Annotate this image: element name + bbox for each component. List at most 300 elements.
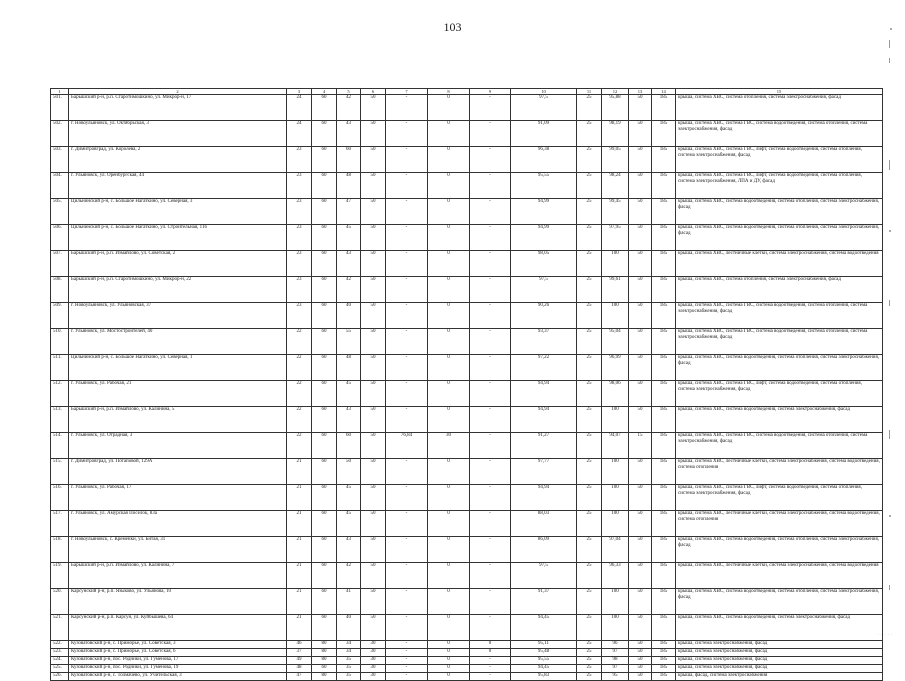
- address-cell: г. Ульяновск, ул. Оренбургская, 44: [69, 173, 287, 199]
- row-number-cell: 506.: [51, 225, 69, 251]
- col-5-cell: 42: [337, 563, 361, 589]
- col-7-cell: -: [386, 657, 428, 665]
- col-4-cell: 60: [312, 459, 337, 485]
- col-14-cell: 185: [652, 641, 676, 649]
- table-row: [51, 649, 883, 657]
- col-8-cell: 0: [428, 511, 470, 537]
- col-11-cell: 25: [577, 381, 602, 407]
- col-8-cell: 0: [428, 355, 470, 381]
- address-cell: Кузоватовский р-н, пос. Родники, ул. Гуменова, 19: [69, 665, 287, 673]
- col-8-cell: 0: [428, 649, 470, 657]
- col-11-cell: 25: [577, 95, 602, 121]
- col-11-cell: 25: [577, 537, 602, 563]
- col-6-cell: 30: [361, 657, 386, 665]
- address-cell: Карсунский р-н, р.п. Языково, ул. Ульянова, 10: [69, 589, 287, 615]
- col-10-cell: 95,83: [511, 673, 577, 681]
- col-12-cell: 98,06: [602, 381, 629, 407]
- col-10-cell: 86,09: [511, 537, 577, 563]
- col-9-cell: -: [470, 459, 511, 485]
- col-12-cell: 99,45: [602, 199, 629, 225]
- col-4-cell: 60: [312, 173, 337, 199]
- table-row: [51, 95, 883, 121]
- row-number-cell: 514.: [51, 433, 69, 459]
- col-7-cell: -: [386, 329, 428, 355]
- col-9-cell: -: [470, 485, 511, 511]
- col-13-cell: 15: [629, 433, 652, 459]
- col-8-cell: 0: [428, 225, 470, 251]
- col-6-cell: 50: [361, 615, 386, 641]
- col-9-cell: 0: [470, 641, 511, 649]
- col-6-cell: 50: [361, 199, 386, 225]
- col-7-cell: -: [386, 511, 428, 537]
- col-12-cell: 97,04: [602, 537, 629, 563]
- row-number-cell: 510.: [51, 329, 69, 355]
- row-number-cell: 518.: [51, 537, 69, 563]
- col-4-cell: 60: [312, 121, 337, 147]
- col-13-cell: 50: [629, 251, 652, 277]
- address-cell: Барышский р-н, р.п. Измайлово, ул. Калинина, 7: [69, 563, 287, 589]
- col-3-cell: 21: [287, 589, 312, 615]
- table-row: [51, 303, 883, 329]
- table-row: [51, 563, 883, 589]
- col-3-cell: 23: [287, 303, 312, 329]
- col-5-cell: 60: [337, 433, 361, 459]
- col-12-cell: 95,04: [602, 329, 629, 355]
- col-10-cell: 97,5: [511, 95, 577, 121]
- col-10-cell: 88,03: [511, 511, 577, 537]
- column-header: 6: [361, 89, 386, 95]
- work-types-cell: крыша, система ХВС, система ГВС, лифт, система водоотведения, система отопления, система электроснабжения, фасад: [676, 147, 883, 173]
- col-6-cell: 50: [361, 225, 386, 251]
- col-9-cell: -: [470, 433, 511, 459]
- col-3-cell: 47: [287, 673, 312, 681]
- table-row: [51, 251, 883, 277]
- col-5-cell: 41: [337, 589, 361, 615]
- row-number-cell: 521.: [51, 615, 69, 641]
- col-4-cell: 60: [312, 329, 337, 355]
- table-row: [51, 225, 883, 251]
- col-8-cell: 0: [428, 199, 470, 225]
- table-row: [51, 657, 883, 665]
- scan-mark: [890, 28, 892, 30]
- col-14-cell: 185: [652, 329, 676, 355]
- col-5-cell: 43: [337, 537, 361, 563]
- col-6-cell: 50: [361, 563, 386, 589]
- work-types-cell: крыша, система ХВС, система отопления, система электроснабжения, фасад: [676, 277, 883, 303]
- row-number-cell: 505.: [51, 199, 69, 225]
- table-row: [51, 641, 883, 649]
- col-7-cell: -: [386, 459, 428, 485]
- col-7-cell: -: [386, 673, 428, 681]
- table-row: [51, 673, 883, 681]
- row-number-cell: 515.: [51, 459, 69, 485]
- col-7-cell: 76,84: [386, 433, 428, 459]
- col-11-cell: 25: [577, 251, 602, 277]
- col-12-cell: 100: [602, 303, 629, 329]
- col-12-cell: 97,95: [602, 225, 629, 251]
- col-11-cell: 25: [577, 563, 602, 589]
- col-13-cell: 50: [629, 673, 652, 681]
- scan-mark: [889, 515, 891, 517]
- col-13-cell: 50: [629, 225, 652, 251]
- scan-mark: [889, 230, 891, 232]
- col-11-cell: 25: [577, 173, 602, 199]
- col-6-cell: 50: [361, 173, 386, 199]
- col-12-cell: 98,24: [602, 173, 629, 199]
- col-8-cell: 0: [428, 147, 470, 173]
- col-6-cell: 50: [361, 485, 386, 511]
- col-9-cell: -: [470, 95, 511, 121]
- col-4-cell: 60: [312, 199, 337, 225]
- col-14-cell: 185: [652, 673, 676, 681]
- address-cell: Карсунский р-н, р.п. Карсун, ул. Куйбышева, 64: [69, 615, 287, 641]
- address-cell: г. Ульяновск, ул. Рабочая, 17: [69, 485, 287, 511]
- col-9-cell: -: [470, 303, 511, 329]
- address-cell: г. Новоульяновск, ул. Ульяновская, 37: [69, 303, 287, 329]
- row-number-cell: 512.: [51, 381, 69, 407]
- work-types-cell: крыша, система электроснабжения, фасад: [676, 641, 883, 649]
- col-4-cell: 80: [312, 641, 337, 649]
- col-12-cell: 100: [602, 511, 629, 537]
- work-types-cell: крыша, фасад, система электроснабжения: [676, 673, 883, 681]
- column-header: 3: [287, 89, 312, 95]
- col-10-cell: 94,45: [511, 615, 577, 641]
- col-11-cell: 25: [577, 355, 602, 381]
- col-7-cell: -: [386, 537, 428, 563]
- column-header: 7: [386, 89, 428, 95]
- column-header: 1: [51, 89, 69, 95]
- col-12-cell: 99,05: [602, 147, 629, 173]
- row-number-cell: 511.: [51, 355, 69, 381]
- work-types-cell: крыша, система ХВС, система водоотведения, система отопления, система электроснабжения, фасад: [676, 537, 883, 563]
- col-14-cell: 185: [652, 147, 676, 173]
- col-11-cell: 25: [577, 329, 602, 355]
- work-types-cell: крыша, система ХВС, лестничные клетки, система электроснабжения, система водоотведения: [676, 563, 883, 589]
- col-9-cell: -: [470, 121, 511, 147]
- col-5-cell: 43: [337, 251, 361, 277]
- col-3-cell: 23: [287, 173, 312, 199]
- col-4-cell: 80: [312, 657, 337, 665]
- col-9-cell: -: [470, 589, 511, 615]
- address-cell: Кузоватовский р-н, пос. Родники, ул. Гуменова, 17: [69, 657, 287, 665]
- column-header: 10: [511, 89, 577, 95]
- col-7-cell: -: [386, 615, 428, 641]
- table-row: [51, 199, 883, 225]
- address-cell: г. Новоульяновск, ул. Октябрьская, 3: [69, 121, 287, 147]
- col-10-cell: 95,55: [511, 657, 577, 665]
- col-7-cell: -: [386, 303, 428, 329]
- col-8-cell: 0: [428, 381, 470, 407]
- col-13-cell: 50: [629, 121, 652, 147]
- address-cell: Цильнинский р-н, с. Большое Нагаткино, ул. Строительная, 11б: [69, 225, 287, 251]
- col-6-cell: 50: [361, 121, 386, 147]
- work-types-cell: крыша, система ХВС, система ГВС, система водоотведения, система отопления, система электроснабжения, фасад: [676, 329, 883, 355]
- col-13-cell: 50: [629, 511, 652, 537]
- col-4-cell: 60: [312, 251, 337, 277]
- col-3-cell: 22: [287, 433, 312, 459]
- col-3-cell: 23: [287, 277, 312, 303]
- col-10-cell: 95,11: [511, 641, 577, 649]
- row-number-cell: 504.: [51, 173, 69, 199]
- col-11-cell: 25: [577, 641, 602, 649]
- col-4-cell: 60: [312, 589, 337, 615]
- col-14-cell: 185: [652, 95, 676, 121]
- col-3-cell: 21: [287, 537, 312, 563]
- col-9-cell: -: [470, 277, 511, 303]
- col-13-cell: 50: [629, 147, 652, 173]
- work-types-cell: крыша, система ХВС, система водоотведения, система отопления, система электроснабжения, фасад: [676, 199, 883, 225]
- table-row: [51, 355, 883, 381]
- col-14-cell: 185: [652, 277, 676, 303]
- table-row: [51, 665, 883, 673]
- column-header: 8: [428, 89, 470, 95]
- col-13-cell: 50: [629, 459, 652, 485]
- address-cell: Барышский р-н, р.п. Старотимошкино, ул. Микрор-н, 17: [69, 95, 287, 121]
- col-10-cell: 94,94: [511, 407, 577, 433]
- col-11-cell: 25: [577, 615, 602, 641]
- scan-mark: [889, 430, 890, 439]
- col-13-cell: 50: [629, 355, 652, 381]
- col-4-cell: 60: [312, 433, 337, 459]
- address-cell: Барышский р-н, р.п. Измайлово, ул. Советская, 2: [69, 251, 287, 277]
- table-row: [51, 511, 883, 537]
- col-5-cell: 47: [337, 199, 361, 225]
- column-header: 4: [312, 89, 337, 95]
- column-header: 2: [69, 89, 287, 95]
- col-14-cell: 185: [652, 407, 676, 433]
- scan-mark: [889, 160, 890, 170]
- work-types-cell: крыша, система электроснабжения, фасад: [676, 665, 883, 673]
- col-7-cell: -: [386, 277, 428, 303]
- col-12-cell: 97: [602, 649, 629, 657]
- col-3-cell: 22: [287, 355, 312, 381]
- col-10-cell: 94,99: [511, 225, 577, 251]
- col-9-cell: -: [470, 251, 511, 277]
- col-7-cell: -: [386, 563, 428, 589]
- col-5-cell: 35: [337, 673, 361, 681]
- col-3-cell: 23: [287, 251, 312, 277]
- address-cell: г. Ульяновск, ул. Отрадная, 3: [69, 433, 287, 459]
- table-row: [51, 459, 883, 485]
- col-9-cell: -: [470, 173, 511, 199]
- address-cell: Кузоватовский р-н, с. Толмачево, ул. Учительская, 3: [69, 673, 287, 681]
- row-number-cell: 513.: [51, 407, 69, 433]
- col-13-cell: 50: [629, 589, 652, 615]
- col-6-cell: 30: [361, 641, 386, 649]
- col-10-cell: 93,37: [511, 329, 577, 355]
- col-4-cell: 60: [312, 225, 337, 251]
- col-12-cell: 100: [602, 407, 629, 433]
- col-5-cell: 55: [337, 329, 361, 355]
- work-types-cell: крыша, система ХВС, система водоотведения, система электроснабжения, фасад: [676, 407, 883, 433]
- col-3-cell: 21: [287, 485, 312, 511]
- address-cell: г. Димитровград, ул. Потаповой, 129А: [69, 459, 287, 485]
- col-8-cell: 0: [428, 589, 470, 615]
- col-5-cell: 48: [337, 355, 361, 381]
- col-14-cell: 185: [652, 433, 676, 459]
- col-12-cell: 100: [602, 615, 629, 641]
- col-11-cell: 25: [577, 459, 602, 485]
- column-header: 12: [602, 89, 629, 95]
- col-4-cell: 60: [312, 537, 337, 563]
- col-5-cell: 45: [337, 511, 361, 537]
- col-11-cell: 25: [577, 303, 602, 329]
- col-10-cell: 97,22: [511, 355, 577, 381]
- row-number-cell: 524.: [51, 657, 69, 665]
- col-8-cell: 0: [428, 95, 470, 121]
- col-12-cell: 98,19: [602, 121, 629, 147]
- col-4-cell: 80: [312, 673, 337, 681]
- col-7-cell: -: [386, 251, 428, 277]
- page-number: 103: [443, 20, 462, 34]
- col-14-cell: 185: [652, 665, 676, 673]
- col-8-cell: 0: [428, 459, 470, 485]
- work-types-cell: крыша, система ХВС, система ГВС, лифт, система водоотведения, система отопления, система электроснабжения, ЛПА и ДУ, фасад: [676, 173, 883, 199]
- col-10-cell: 94,99: [511, 199, 577, 225]
- col-3-cell: 23: [287, 199, 312, 225]
- address-cell: Кузоватовский р-н, с. Приморье, ул. Советская, 6: [69, 649, 287, 657]
- col-8-cell: 0: [428, 173, 470, 199]
- col-7-cell: -: [386, 485, 428, 511]
- table-row: [51, 615, 883, 641]
- address-cell: г. Ульяновск, ул. Амурская Поселок, 83а: [69, 511, 287, 537]
- col-4-cell: 60: [312, 407, 337, 433]
- col-8-cell: 0: [428, 251, 470, 277]
- row-number-cell: 522.: [51, 641, 69, 649]
- col-9-cell: -: [470, 225, 511, 251]
- col-7-cell: -: [386, 589, 428, 615]
- col-7-cell: -: [386, 95, 428, 121]
- col-4-cell: 60: [312, 277, 337, 303]
- col-14-cell: 185: [652, 225, 676, 251]
- col-12-cell: 96: [602, 641, 629, 649]
- work-types-cell: крыша, система ХВС, система водоотведения, система отопления, система электроснабжения, фасад: [676, 225, 883, 251]
- col-14-cell: 185: [652, 121, 676, 147]
- table-row: [51, 537, 883, 563]
- col-10-cell: 97,77: [511, 459, 577, 485]
- col-10-cell: 96,38: [511, 147, 577, 173]
- scan-mark: [889, 300, 890, 306]
- table-row: [51, 277, 883, 303]
- col-6-cell: 50: [361, 95, 386, 121]
- col-14-cell: 185: [652, 173, 676, 199]
- col-9-cell: -: [470, 407, 511, 433]
- col-12-cell: 94,07: [602, 433, 629, 459]
- col-9-cell: -: [470, 199, 511, 225]
- col-7-cell: -: [386, 381, 428, 407]
- col-4-cell: 60: [312, 563, 337, 589]
- row-number-cell: 523.: [51, 649, 69, 657]
- col-14-cell: 185: [652, 459, 676, 485]
- col-12-cell: 100: [602, 459, 629, 485]
- col-6-cell: 50: [361, 355, 386, 381]
- col-14-cell: 185: [652, 511, 676, 537]
- col-8-cell: 0: [428, 615, 470, 641]
- col-4-cell: 60: [312, 381, 337, 407]
- col-8-cell: 0: [428, 641, 470, 649]
- col-11-cell: 25: [577, 649, 602, 657]
- col-3-cell: 48: [287, 665, 312, 673]
- scan-mark: [889, 585, 890, 590]
- work-types-cell: крыша, система ХВС, система ГВС, лифт, система водоотведения, система отопления, система электроснабжения, фасад: [676, 485, 883, 511]
- col-11-cell: 25: [577, 657, 602, 665]
- col-6-cell: 50: [361, 589, 386, 615]
- row-number-cell: 509.: [51, 303, 69, 329]
- col-13-cell: 50: [629, 95, 652, 121]
- col-6-cell: 50: [361, 511, 386, 537]
- col-13-cell: 50: [629, 657, 652, 665]
- col-12-cell: 95,88: [602, 95, 629, 121]
- col-12-cell: 100: [602, 485, 629, 511]
- work-types-cell: крыша, система электроснабжения, фасад: [676, 649, 883, 657]
- col-6-cell: 50: [361, 329, 386, 355]
- col-6-cell: 50: [361, 251, 386, 277]
- col-9-cell: -: [470, 537, 511, 563]
- col-7-cell: -: [386, 407, 428, 433]
- col-10-cell: 91,27: [511, 433, 577, 459]
- row-number-cell: 503.: [51, 147, 69, 173]
- col-5-cell: 35: [337, 665, 361, 673]
- col-6-cell: 50: [361, 537, 386, 563]
- col-13-cell: 50: [629, 563, 652, 589]
- col-14-cell: 185: [652, 657, 676, 665]
- col-5-cell: 42: [337, 95, 361, 121]
- col-13-cell: 50: [629, 641, 652, 649]
- col-10-cell: 97,5: [511, 563, 577, 589]
- col-5-cell: 50: [337, 459, 361, 485]
- row-number-cell: 525.: [51, 665, 69, 673]
- col-11-cell: 25: [577, 433, 602, 459]
- row-number-cell: 501.: [51, 95, 69, 121]
- table-row: [51, 433, 883, 459]
- col-11-cell: 25: [577, 485, 602, 511]
- col-13-cell: 50: [629, 277, 652, 303]
- col-11-cell: 25: [577, 673, 602, 681]
- col-3-cell: 23: [287, 225, 312, 251]
- col-3-cell: 24: [287, 95, 312, 121]
- scan-mark: [889, 58, 890, 63]
- col-4-cell: 60: [312, 355, 337, 381]
- col-5-cell: 45: [337, 381, 361, 407]
- col-14-cell: 185: [652, 563, 676, 589]
- col-5-cell: 43: [337, 407, 361, 433]
- col-3-cell: 24: [287, 121, 312, 147]
- row-number-cell: 502.: [51, 121, 69, 147]
- col-7-cell: -: [386, 665, 428, 673]
- col-10-cell: 94,45: [511, 665, 577, 673]
- col-8-cell: 0: [428, 485, 470, 511]
- col-14-cell: 185: [652, 355, 676, 381]
- col-9-cell: -: [470, 381, 511, 407]
- table-row: [51, 147, 883, 173]
- table-row: [51, 485, 883, 511]
- work-types-cell: крыша, система ХВС, система водоотведения, система отопления, система электроснабжения, фасад: [676, 589, 883, 615]
- address-cell: Цильнинский р-н, с. Большое Нагаткино, ул. Северная, 1: [69, 355, 287, 381]
- register-body: [51, 95, 883, 681]
- col-11-cell: 25: [577, 277, 602, 303]
- col-7-cell: -: [386, 147, 428, 173]
- col-13-cell: 50: [629, 485, 652, 511]
- col-9-cell: -: [470, 511, 511, 537]
- table-row: [51, 381, 883, 407]
- row-number-cell: 508.: [51, 277, 69, 303]
- col-11-cell: 25: [577, 511, 602, 537]
- col-3-cell: 22: [287, 381, 312, 407]
- col-5-cell: 40: [337, 303, 361, 329]
- col-12-cell: 100: [602, 589, 629, 615]
- col-5-cell: 34: [337, 641, 361, 649]
- col-8-cell: 0: [428, 673, 470, 681]
